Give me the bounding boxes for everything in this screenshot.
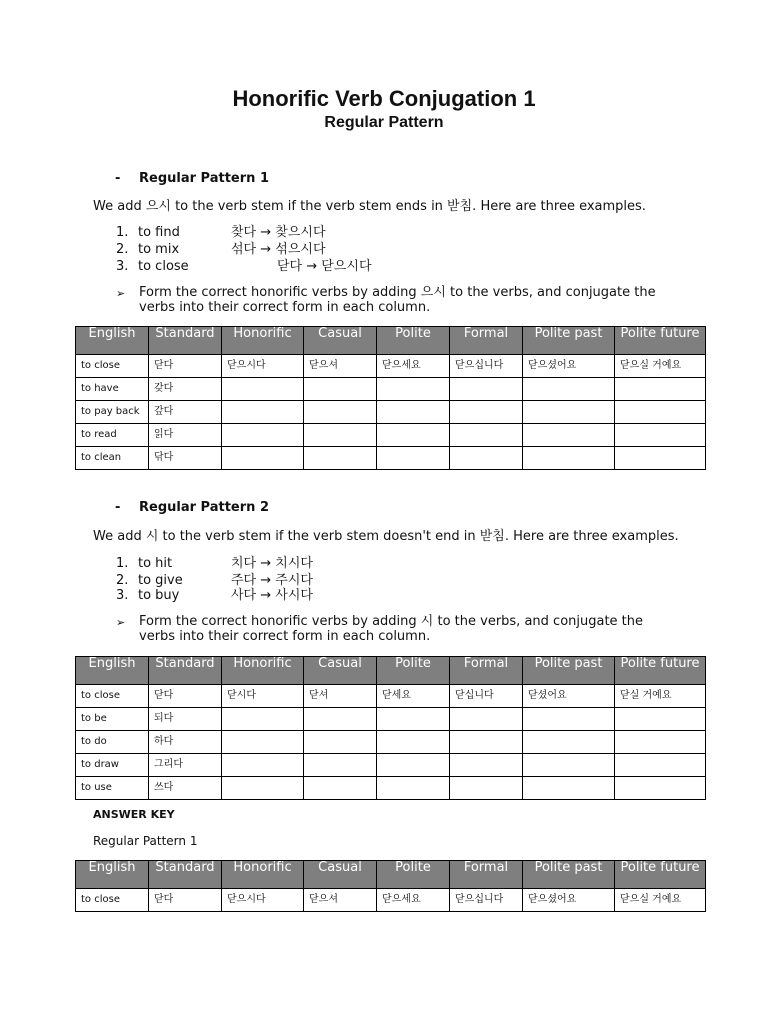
header-polite-past: Polite past: [523, 861, 615, 889]
table-row: [76, 708, 706, 731]
cell-formal: 닫으십니다: [450, 889, 523, 912]
answer-cell-polite[interactable]: [377, 424, 450, 447]
cell-polite-past: 닫으셨어요: [523, 889, 615, 912]
cell-formal: 닫으십니다: [450, 355, 523, 378]
answer-key-section: Regular Pattern 1: [93, 834, 198, 848]
cell-standard: 그리다: [149, 754, 222, 777]
example-verb: to mix: [138, 242, 180, 257]
cell-formal: 닫십니다: [450, 685, 523, 708]
cell-honorific: 닫시다: [222, 685, 304, 708]
cell-polite: 닫으세요: [377, 355, 450, 378]
answer-cell-polite-past[interactable]: [523, 378, 615, 401]
answer-cell-polite-future[interactable]: [615, 731, 706, 754]
cell-casual: 닫셔: [304, 685, 377, 708]
example-verb: to hit: [138, 556, 173, 571]
table-row: [76, 889, 706, 912]
example-korean: 주다 → 주시다: [231, 573, 313, 588]
cell-honorific: 닫으시다: [222, 355, 304, 378]
answer-cell-casual[interactable]: [304, 777, 377, 800]
page-title: Honorific Verb Conjugation 1: [232, 86, 536, 111]
header-formal: Formal: [450, 861, 523, 889]
example-verb: to buy: [138, 588, 180, 603]
header-standard: Standard: [149, 861, 222, 889]
header-english: English: [76, 327, 149, 355]
instruction-arrow-icon: ➢: [116, 616, 126, 629]
header-polite: Polite: [377, 861, 450, 889]
cell-polite-past: 닫으셨어요: [523, 355, 615, 378]
cell-english: to clean: [76, 447, 149, 470]
header-casual: Casual: [304, 327, 377, 355]
table-row: [76, 424, 706, 447]
section1-example-3: [116, 255, 372, 274]
answer-cell-casual[interactable]: [304, 708, 377, 731]
instruction-arrow-icon: ➢: [116, 287, 126, 300]
header-casual: Casual: [304, 657, 377, 685]
cell-english: to draw: [76, 754, 149, 777]
header-english: English: [76, 861, 149, 889]
cell-standard: 닦다: [149, 447, 222, 470]
example-korean: 사다 → 사시다: [231, 588, 313, 603]
answer-cell-polite-past[interactable]: [523, 401, 615, 424]
cell-polite-future: 닫으실 거예요: [615, 889, 706, 912]
answer-cell-polite-future[interactable]: [615, 708, 706, 731]
answer-cell-polite[interactable]: [377, 708, 450, 731]
header-polite-future: Polite future: [615, 327, 706, 355]
answer-key-table: [75, 860, 706, 912]
header-standard: Standard: [149, 657, 222, 685]
answer-cell-honorific[interactable]: [222, 424, 304, 447]
example-number: 1.: [116, 556, 129, 571]
header-honorific: Honorific: [222, 327, 304, 355]
answer-cell-casual[interactable]: [304, 401, 377, 424]
answer-cell-polite[interactable]: [377, 777, 450, 800]
cell-english: to close: [76, 889, 149, 912]
answer-cell-formal[interactable]: [450, 378, 523, 401]
example-number: 3.: [116, 588, 129, 603]
cell-english: to be: [76, 708, 149, 731]
answer-cell-polite-future[interactable]: [615, 754, 706, 777]
answer-cell-honorific[interactable]: [222, 378, 304, 401]
header-standard: Standard: [149, 327, 222, 355]
answer-cell-formal[interactable]: [450, 447, 523, 470]
answer-cell-casual[interactable]: [304, 378, 377, 401]
section1-intro: We add 으시 to the verb stem if the verb stem ends in 받침. Here are three examples.: [93, 199, 646, 214]
table-header-row: [76, 327, 706, 355]
example-korean: 치다 → 치시다: [231, 556, 313, 571]
answer-cell-honorific[interactable]: [222, 777, 304, 800]
answer-cell-polite[interactable]: [377, 731, 450, 754]
table-row: [76, 355, 706, 378]
cell-polite-future: 닫으실 거예요: [615, 355, 706, 378]
answer-cell-casual[interactable]: [304, 424, 377, 447]
answer-cell-polite-past[interactable]: [523, 731, 615, 754]
cell-standard: 닫다: [149, 685, 222, 708]
cell-english: to close: [76, 685, 149, 708]
answer-cell-polite-future[interactable]: [615, 424, 706, 447]
header-formal: Formal: [450, 657, 523, 685]
pattern1-table: [75, 326, 706, 470]
answer-cell-formal[interactable]: [450, 754, 523, 777]
answer-cell-formal[interactable]: [450, 424, 523, 447]
header-polite-future: Polite future: [615, 657, 706, 685]
section2-intro: We add 시 to the verb stem if the verb stem doesn't end in 받침. Here are three examples.: [93, 529, 679, 544]
example-number: 2.: [116, 573, 129, 588]
cell-english: to use: [76, 777, 149, 800]
answer-cell-polite-past[interactable]: [523, 447, 615, 470]
table-row: [76, 401, 706, 424]
answer-cell-polite[interactable]: [377, 378, 450, 401]
answer-cell-honorific[interactable]: [222, 401, 304, 424]
table-row: [76, 731, 706, 754]
pattern2-table: [75, 656, 706, 800]
example-number: 3.: [116, 259, 129, 274]
answer-cell-formal[interactable]: [450, 777, 523, 800]
cell-polite: 닫세요: [377, 685, 450, 708]
answer-cell-honorific[interactable]: [222, 754, 304, 777]
cell-polite-past: 닫셨어요: [523, 685, 615, 708]
cell-english: to pay back: [76, 401, 149, 424]
header-english: English: [76, 657, 149, 685]
answer-cell-polite-past[interactable]: [523, 708, 615, 731]
example-korean: 섞다 → 섞으시다: [231, 242, 326, 257]
section2-heading: Regular Pattern 2: [139, 500, 269, 515]
page-subtitle: Regular Pattern: [324, 114, 444, 131]
cell-standard: 갚다: [149, 401, 222, 424]
cell-english: to close: [76, 355, 149, 378]
header-casual: Casual: [304, 861, 377, 889]
table-row: [76, 754, 706, 777]
answer-cell-honorific[interactable]: [222, 447, 304, 470]
answer-cell-casual[interactable]: [304, 447, 377, 470]
cell-honorific: 닫으시다: [222, 889, 304, 912]
section1-bullet: -: [115, 171, 121, 186]
cell-polite: 닫으세요: [377, 889, 450, 912]
answer-cell-polite-past[interactable]: [523, 424, 615, 447]
answer-cell-polite[interactable]: [377, 401, 450, 424]
table-row: [76, 378, 706, 401]
cell-polite-future: 닫실 거예요: [615, 685, 706, 708]
cell-standard: 하다: [149, 731, 222, 754]
example-korean: 찾다 → 찾으시다: [231, 225, 326, 240]
answer-cell-polite[interactable]: [377, 447, 450, 470]
example-verb: to give: [138, 573, 183, 588]
answer-cell-polite-future[interactable]: [615, 777, 706, 800]
example-number: 2.: [116, 242, 129, 257]
cell-english: to read: [76, 424, 149, 447]
header-formal: Formal: [450, 327, 523, 355]
answer-cell-casual[interactable]: [304, 731, 377, 754]
section2-instruction: Form the correct honorific verbs by adding 시 to the verbs, and conjugate the verbs into their correct form in each column.: [139, 614, 644, 644]
cell-english: to have: [76, 378, 149, 401]
answer-key-label: ANSWER KEY: [93, 808, 175, 821]
table-row: [76, 685, 706, 708]
header-polite: Polite: [377, 657, 450, 685]
cell-standard: 읽다: [149, 424, 222, 447]
header-polite-future: Polite future: [615, 861, 706, 889]
example-number: 1.: [116, 225, 129, 240]
header-honorific: Honorific: [222, 657, 304, 685]
answer-cell-honorific[interactable]: [222, 731, 304, 754]
section1-instruction: Form the correct honorific verbs by adding 으시 to the verbs, and conjugate the verbs into their correct form in each column.: [139, 285, 656, 315]
table-header-row: [76, 657, 706, 685]
example-korean: 닫다 → 닫으시다: [277, 259, 372, 274]
answer-cell-polite-future[interactable]: [615, 378, 706, 401]
header-honorific: Honorific: [222, 861, 304, 889]
cell-casual: 닫으셔: [304, 355, 377, 378]
header-polite-past: Polite past: [523, 657, 615, 685]
answer-cell-polite-past[interactable]: [523, 777, 615, 800]
cell-standard: 닫다: [149, 889, 222, 912]
answer-cell-honorific[interactable]: [222, 708, 304, 731]
section1-heading: Regular Pattern 1: [139, 171, 269, 186]
section2-example-3: [116, 584, 313, 603]
answer-cell-polite[interactable]: [377, 754, 450, 777]
header-polite-past: Polite past: [523, 327, 615, 355]
answer-cell-polite-future[interactable]: [615, 401, 706, 424]
example-verb: to find: [138, 225, 180, 240]
answer-cell-formal[interactable]: [450, 708, 523, 731]
answer-cell-casual[interactable]: [304, 754, 377, 777]
answer-cell-polite-past[interactable]: [523, 754, 615, 777]
answer-cell-formal[interactable]: [450, 731, 523, 754]
cell-standard: 갖다: [149, 378, 222, 401]
cell-english: to do: [76, 731, 149, 754]
header-polite: Polite: [377, 327, 450, 355]
table-row: [76, 777, 706, 800]
cell-standard: 되다: [149, 708, 222, 731]
table-row: [76, 447, 706, 470]
section2-bullet: -: [115, 500, 121, 515]
cell-standard: 닫다: [149, 355, 222, 378]
table-header-row: [76, 861, 706, 889]
cell-casual: 닫으셔: [304, 889, 377, 912]
answer-cell-formal[interactable]: [450, 401, 523, 424]
cell-standard: 쓰다: [149, 777, 222, 800]
example-verb: to close: [138, 259, 189, 274]
answer-cell-polite-future[interactable]: [615, 447, 706, 470]
